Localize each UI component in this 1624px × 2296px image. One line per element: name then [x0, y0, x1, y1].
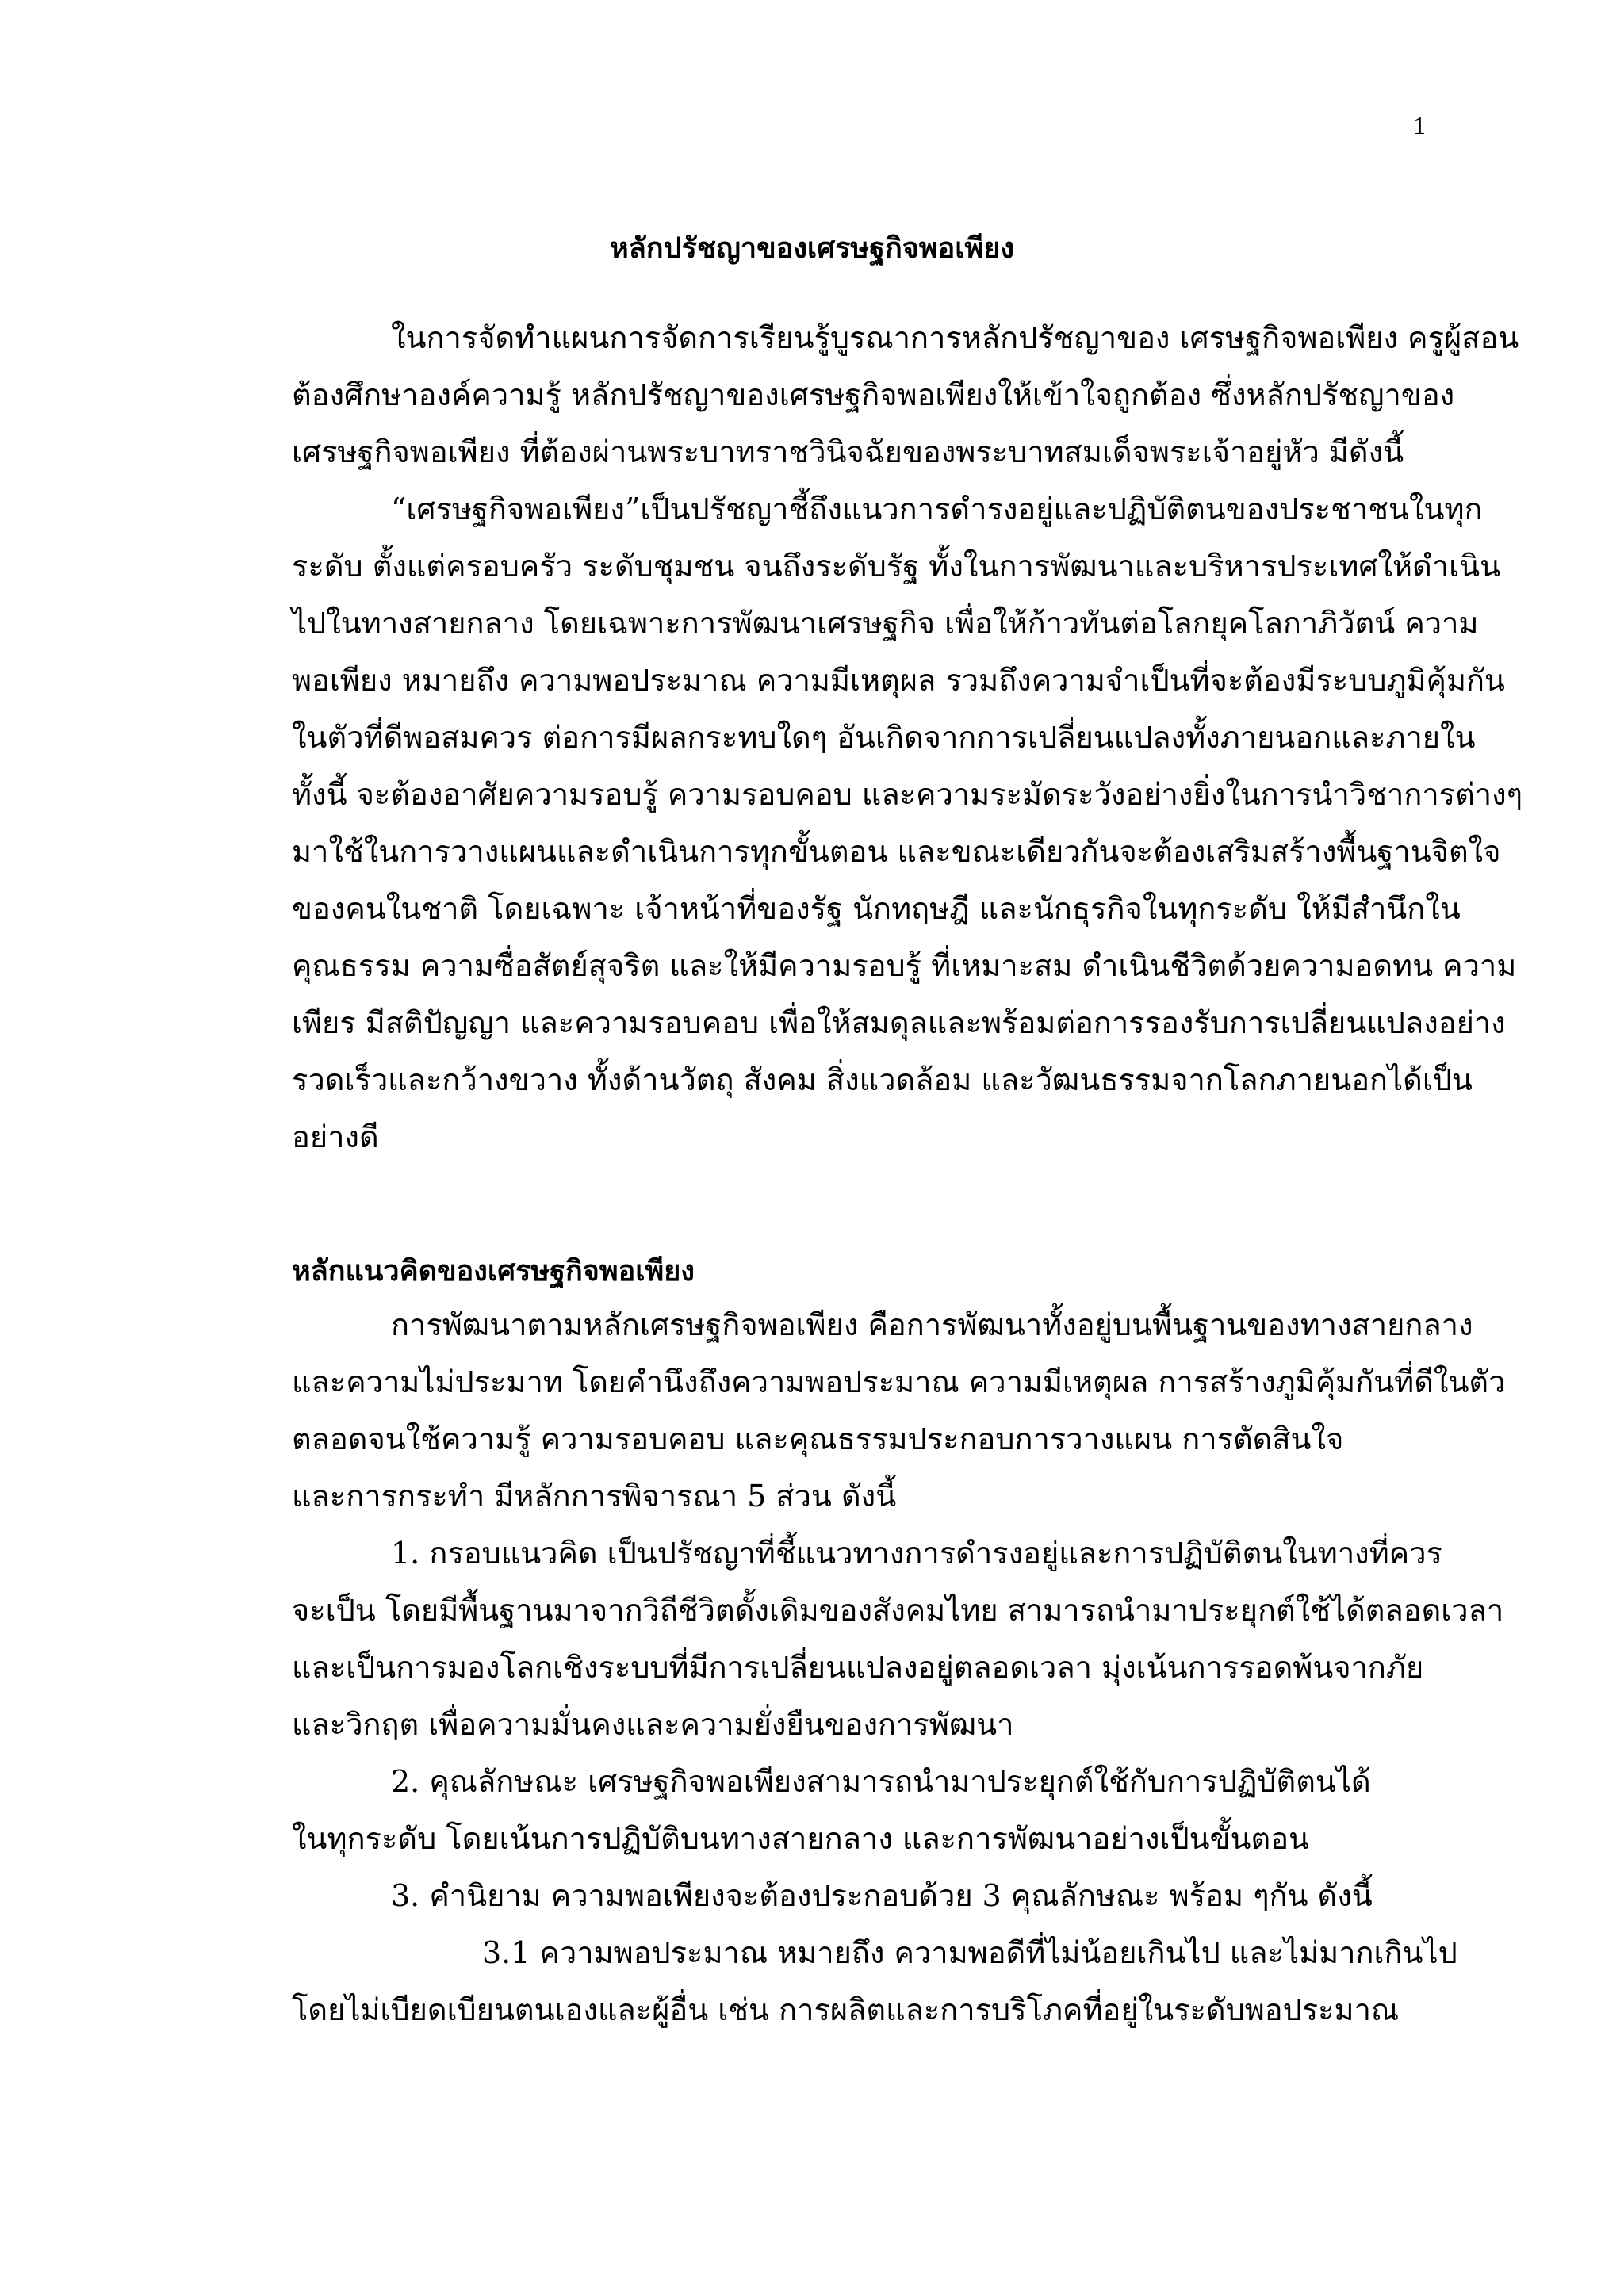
paragraph-line: และการกระทำ มีหลักการพิจารณา 5 ส่วน ดังนี้ [292, 1479, 897, 1513]
paragraph-line: การพัฒนาตามหลักเศรษฐกิจพอเพียง คือการพัฒนาทั้งอยู่บนพื้นฐานของทางสายกลาง [391, 1307, 1473, 1342]
paragraph-line: และเป็นการมองโลกเชิงระบบที่มีการเปลี่ยนแปลงอยู่ตลอดเวลา มุ่งเน้นการรอดพ้นจากภัย [292, 1650, 1424, 1685]
paragraph-line: เศรษฐกิจพอเพียง ที่ต้องผ่านพระบาทราชวินิจฉัยของพระบาทสมเด็จพระเจ้าอยู่หัว มีดังนี้ [292, 434, 1404, 469]
paragraph-line: และความไม่ประมาท โดยคำนึงถึงความพอประมาณ ความมีเหตุผล การสร้างภูมิคุ้มกันที่ดีในตัว [292, 1364, 1506, 1399]
paragraph-line: เพียร มีสติปัญญา และความรอบคอบ เพื่อให้สมดุลและพร้อมต่อการรองรับการเปลี่ยนแปลงอย่าง [292, 1005, 1506, 1040]
paragraph-line: โดยไม่เบียดเบียนตนเองและผู้อื่น เช่น การผลิตและการบริโภคที่อยู่ในระดับพอประมาณ [292, 1992, 1400, 2027]
paragraph-line: “เศรษฐกิจพอเพียง”เป็นปรัชญาชี้ถึงแนวการดำรงอยู่และปฏิบัติตนของประชาชนในทุก [391, 492, 1483, 526]
paragraph-line: มาใช้ในการวางแผนและดำเนินการทุกขั้นตอน และขณะเดียวกันจะต้องเสริมสร้างพื้นฐานจิตใจ [292, 834, 1501, 869]
section-heading: หลักแนวคิดของเศรษฐกิจพอเพียง [292, 1254, 695, 1288]
list-item: 1. กรอบแนวคิด เป็นปรัชญาที่ชี้แนวทางการดำรงอยู่และการปฏิบัติตนในทางที่ควร [391, 1536, 1442, 1571]
sub-list-item: 3.1 ความพอประมาณ หมายถึง ความพอดีที่ไม่น้อยเกินไป และไม่มากเกินไป [482, 1935, 1457, 1970]
paragraph-line: รวดเร็วและกว้างขวาง ทั้งด้านวัตถุ สังคม สิ่งแวดล้อม และวัฒนธรรมจากโลกภายนอกได้เป็น [292, 1062, 1473, 1097]
paragraph-line: จะเป็น โดยมีพื้นฐานมาจากวิถีชีวิตดั้งเดิมของสังคมไทย สามารถนำมาประยุกต์ใช้ได้ตลอดเวลา [292, 1593, 1504, 1628]
paragraph-line: ในตัวที่ดีพอสมควร ต่อการมีผลกระทบใดๆ อันเกิดจากการเปลี่ยนแปลงทั้งภายนอกและภายใน [292, 720, 1476, 755]
paragraph-line: และวิกฤต เพื่อความมั่นคงและความยั่งยืนของการพัฒนา [292, 1707, 1014, 1742]
list-item: 2. คุณลักษณะ เศรษฐกิจพอเพียงสามารถนำมาประยุกต์ใช้กับการปฏิบัติตนได้ [391, 1764, 1371, 1799]
paragraph-line: พอเพียง หมายถึง ความพอประมาณ ความมีเหตุผล รวมถึงความจำเป็นที่จะต้องมีระบบภูมิคุ้มกัน [292, 663, 1506, 698]
list-item: 3. คำนิยาม ความพอเพียงจะต้องประกอบด้วย 3 คุณลักษณะ พร้อม ๆกัน ดังนี้ [391, 1878, 1373, 1913]
paragraph-line: ในการจัดทำแผนการจัดการเรียนรู้บูรณาการหลักปรัชญาของ เศรษฐกิจพอเพียง ครูผู้สอน [391, 320, 1519, 355]
paragraph-line: ตลอดจนใช้ความรู้ ความรอบคอบ และคุณธรรมประกอบการวางแผน การตัดสินใจ [292, 1422, 1344, 1456]
page-title: หลักปรัชญาของเศรษฐกิจพอเพียง [610, 232, 1014, 265]
paragraph-line: ระดับ ตั้งแต่ครอบครัว ระดับชุมชน จนถึงระดับรัฐ ทั้งในการพัฒนาและบริหารประเทศให้ดำเนิน [292, 549, 1501, 584]
paragraph-line: ต้องศึกษาองค์ความรู้ หลักปรัชญาของเศรษฐกิจพอเพียงให้เข้าใจถูกต้อง ซึ่งหลักปรัชญาของ [292, 377, 1455, 412]
paragraph-line: ไปในทางสายกลาง โดยเฉพาะการพัฒนาเศรษฐกิจ เพื่อให้ก้าวทันต่อโลกยุคโลกาภิวัตน์ ความ [292, 606, 1479, 641]
page-number: 1 [1413, 111, 1426, 140]
paragraph-line: อย่างดี [292, 1119, 379, 1154]
paragraph-line: คุณธรรม ความซื่อสัตย์สุจริต และให้มีความรอบรู้ ที่เหมาะสม ดำเนินชีวิตด้วยความอดทน ความ [292, 948, 1517, 983]
paragraph-line: ในทุกระดับ โดยเน้นการปฏิบัติบนทางสายกลาง และการพัฒนาอย่างเป็นขั้นตอน [292, 1821, 1310, 1856]
paragraph-line: ทั้งนี้ จะต้องอาศัยความรอบรู้ ความรอบคอบ และความระมัดระวังอย่างยิ่งในการนำวิชาการต่างๆ [292, 777, 1523, 812]
paragraph-line: ของคนในชาติ โดยเฉพาะ เจ้าหน้าที่ของรัฐ นักทฤษฎี และนักธุรกิจในทุกระดับ ให้มีสำนึกใน [292, 891, 1461, 926]
